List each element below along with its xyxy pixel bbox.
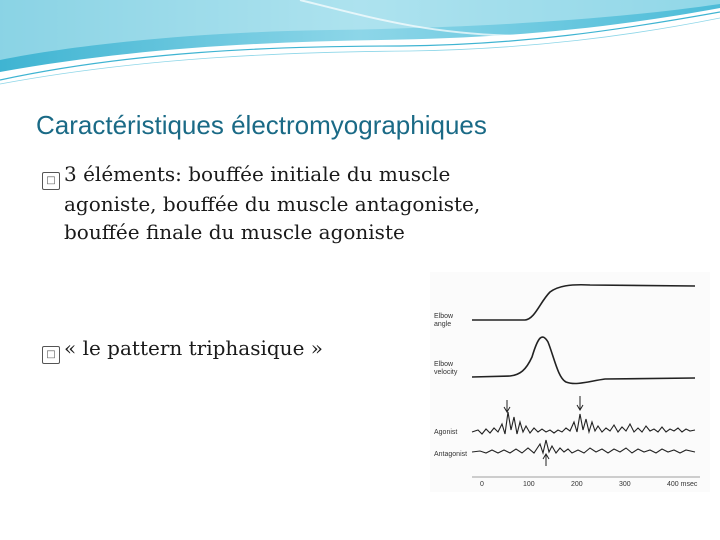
x-tick-0: 0 — [480, 481, 484, 488]
x-tick-400: 400 msec — [667, 481, 698, 488]
emg-triphasic-figure — [430, 272, 710, 492]
bullet-text-line-1: « le pattern triphasique » — [64, 336, 323, 360]
bullet-triphasic-pattern — [42, 334, 323, 364]
label-agonist: Agonist — [434, 429, 458, 436]
bullet-text-line-2: agoniste, bouffée du muscle antagoniste, — [64, 192, 481, 216]
x-tick-100: 100 — [523, 481, 535, 488]
label-elbow-angle-line-2: angle — [434, 321, 452, 328]
bullet-marker-icon: □ — [42, 346, 60, 364]
label-elbow-velocity-line-1: Elbow — [434, 361, 454, 368]
slide-title: Caractéristiques électromyographiques — [36, 110, 487, 140]
label-antagonist: Antagonist — [434, 451, 468, 458]
figure-background — [430, 272, 710, 492]
bullet-text-line-1: 3 éléments: bouffée initiale du muscle — [64, 162, 451, 186]
bullet-three-elements — [42, 160, 562, 246]
header-swoosh-decoration — [0, 0, 720, 90]
label-elbow-velocity-line-2: velocity — [434, 369, 458, 376]
bullet-marker-icon: □ — [42, 172, 60, 190]
x-tick-300: 300 — [619, 481, 631, 488]
bullet-text-line-3: bouffée finale du muscle agoniste — [64, 220, 405, 244]
label-elbow-angle-line-1: Elbow — [434, 313, 454, 320]
x-tick-200: 200 — [571, 481, 583, 488]
